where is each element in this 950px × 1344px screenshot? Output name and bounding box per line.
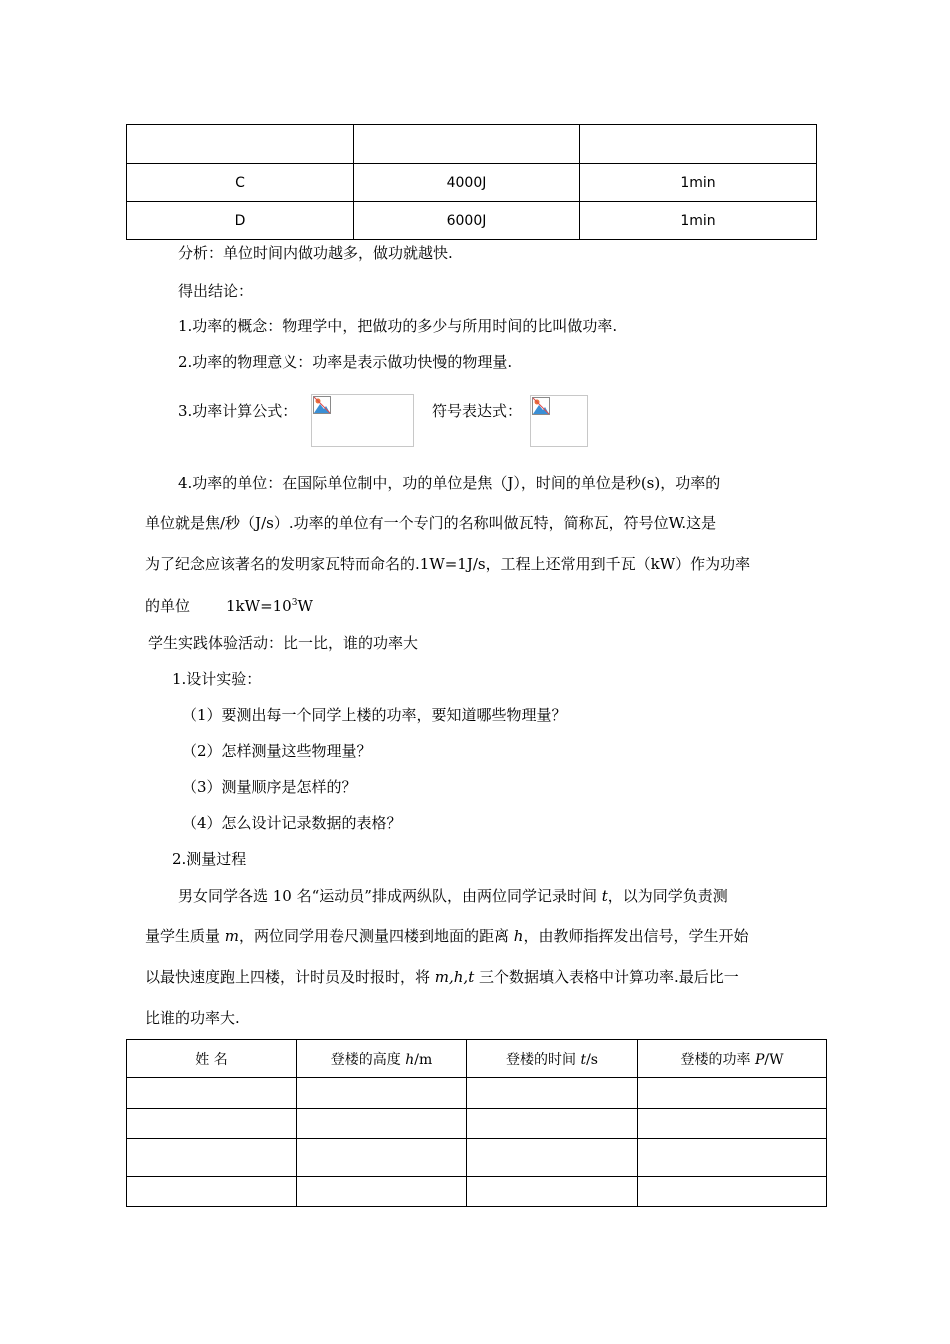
design-heading: 1.设计实验： — [172, 670, 262, 688]
work-time-table — [126, 124, 817, 240]
broken-image-icon — [313, 396, 331, 414]
variables-mht: m,h,t — [434, 968, 475, 986]
symbol-image — [530, 395, 588, 447]
process-text: ，由教师指挥发出信号，学生开始 — [523, 927, 749, 945]
empty-cell — [467, 1078, 638, 1109]
table-cell: C — [127, 164, 354, 202]
empty-cell — [467, 1139, 638, 1177]
header-variable: h — [405, 1051, 415, 1068]
variable-m: m — [224, 927, 240, 945]
kw-formula-base: 1kW=10 — [226, 597, 292, 615]
empty-cell — [297, 1078, 467, 1109]
process-text: 量学生质量 — [145, 927, 225, 945]
symbol-label: 符号表达式： — [432, 402, 523, 420]
header-unit: /s — [586, 1051, 598, 1068]
header-height — [297, 1040, 467, 1078]
question-1: （1）要测出每一个同学上楼的功率，要知道哪些物理量？ — [182, 706, 567, 724]
table-cell — [127, 125, 354, 164]
empty-cell — [297, 1139, 467, 1177]
empty-cell — [467, 1109, 638, 1139]
empty-cell — [467, 1177, 638, 1207]
unit-paragraph-line1: 4.功率的单位：在国际单位制中，功的单位是焦（J），时间的单位是秒(s)，功率的 — [178, 474, 721, 492]
process-heading: 2.测量过程 — [172, 850, 247, 868]
empty-cell — [638, 1078, 827, 1109]
process-line3 — [145, 967, 739, 987]
empty-cell — [297, 1177, 467, 1207]
kw-formula-exponent: 3 — [291, 598, 298, 608]
question-2: （2）怎样测量这些物理量？ — [182, 742, 372, 760]
header-unit: /W — [764, 1051, 784, 1068]
process-line1 — [178, 886, 728, 906]
header-label: 登楼的时间 — [506, 1051, 581, 1068]
kw-formula-unit: W — [297, 597, 313, 615]
analysis-text: 分析：单位时间内做功越多，做功就越快. — [178, 244, 453, 262]
unit-label: 的单位 — [145, 597, 191, 615]
header-variable: t — [580, 1051, 587, 1068]
empty-cell — [638, 1139, 827, 1177]
header-unit: /m — [414, 1051, 433, 1068]
table-cell: 1min — [580, 202, 817, 240]
header-label: 登楼的功率 — [680, 1051, 755, 1068]
header-time — [467, 1040, 638, 1078]
header-label: 登楼的高度 — [330, 1051, 406, 1068]
empty-cell — [127, 1078, 297, 1109]
process-text: ，两位同学用卷尺测量四楼到地面的距离 — [239, 927, 514, 945]
broken-image-icon — [532, 397, 550, 415]
header-variable: P — [754, 1051, 765, 1068]
record-table — [126, 1039, 827, 1207]
process-text: 三个数据填入表格中计算功率.最后比一 — [474, 968, 739, 986]
empty-cell — [638, 1109, 827, 1139]
unit-paragraph-line4 — [145, 596, 313, 616]
table-cell: D — [127, 202, 354, 240]
table-header-row — [127, 1040, 827, 1078]
variable-h: h — [513, 927, 524, 945]
table-cell: 1min — [580, 164, 817, 202]
table-row — [127, 1139, 827, 1177]
empty-cell — [127, 1139, 297, 1177]
header-name — [127, 1040, 297, 1078]
formula-label: 3.功率计算公式： — [178, 402, 298, 420]
table-row — [127, 1177, 827, 1207]
process-line2 — [145, 926, 748, 946]
header-power — [638, 1040, 827, 1078]
process-line4: 比谁的功率大. — [145, 1009, 240, 1027]
table-row — [127, 1109, 827, 1139]
table-cell: 6000J — [354, 202, 580, 240]
table-cell — [354, 125, 580, 164]
unit-paragraph-line3: 为了纪念应该著名的发明家瓦特而命名的.1W=1J/s，工程上还常用到千瓦（kW）作为功率 — [145, 555, 751, 573]
activity-title: 学生实践体验活动：比一比，谁的功率大 — [148, 634, 419, 652]
power-concept: 1.功率的概念：物理学中，把做功的多少与所用时间的比叫做功率. — [178, 317, 618, 335]
process-text: 男女同学各选 10 名“运动员”排成两纵队，由两位同学记录时间 — [178, 887, 602, 905]
table-row — [127, 1078, 827, 1109]
formula-image — [311, 394, 414, 447]
empty-cell — [638, 1177, 827, 1207]
question-3: （3）测量顺序是怎样的？ — [182, 778, 357, 796]
empty-cell — [127, 1177, 297, 1207]
table-cell — [580, 125, 817, 164]
table-row — [127, 125, 817, 164]
table-row — [127, 202, 817, 240]
question-4: （4）怎么设计记录数据的表格？ — [182, 814, 402, 832]
empty-cell — [297, 1109, 467, 1139]
empty-cell — [127, 1109, 297, 1139]
process-text: ，以为同学负责测 — [607, 887, 728, 905]
table-cell: 4000J — [354, 164, 580, 202]
power-meaning: 2.功率的物理意义：功率是表示做功快慢的物理量. — [178, 353, 513, 371]
process-text: 以最快速度跑上四楼，计时员及时报时，将 — [145, 968, 435, 986]
conclusion-heading: 得出结论： — [178, 282, 254, 300]
header-label: 姓 名 — [195, 1051, 228, 1068]
variable-t: t — [601, 887, 608, 905]
unit-paragraph-line2: 单位就是焦/秒（J/s）.功率的单位有一个专门的名称叫做瓦特，简称瓦，符号位W.这是 — [145, 514, 717, 532]
table-row — [127, 164, 817, 202]
